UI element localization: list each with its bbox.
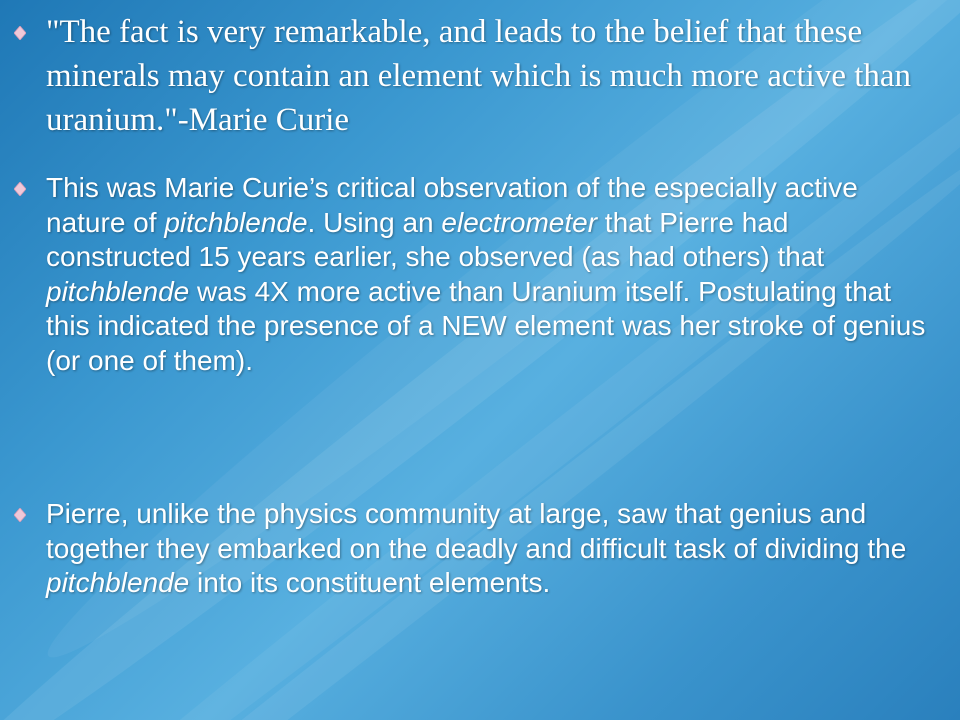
pierre-text	[46, 497, 934, 601]
emphasis-pitchblende: pitchblende	[164, 206, 308, 238]
observation-text	[46, 171, 934, 378]
bullet-pierre	[14, 497, 934, 601]
diamond-bullet-icon	[14, 26, 26, 40]
text-segment: Pierre, unlike the physics community at large, saw that genius and together they embarked on the deadly and difficult task of dividing the	[46, 498, 907, 564]
bullet-observation	[14, 171, 934, 378]
text-segment: into its constituent elements.	[189, 567, 551, 598]
quote-text: "The fact is very remarkable, and leads to the belief that these minerals may contain an element which is much more active than uranium."-Marie Curie	[46, 14, 912, 138]
emphasis-electrometer: electrometer	[441, 206, 598, 238]
emphasis-pitchblende: pitchblende	[46, 275, 190, 307]
text-segment: was 4X more active than Uranium itself. Postulating that this indicated the presence of a NEW element was her stroke of genius (or one of them).	[46, 275, 926, 376]
text-segment: that Pierre had constructed 15 years earlier, she observed (as had others) that	[46, 206, 825, 272]
emphasis-pitchblende: pitchblende	[46, 567, 190, 598]
diamond-bullet-icon	[14, 182, 26, 196]
diamond-bullet-icon	[14, 508, 26, 522]
text-segment: . Using an	[307, 206, 442, 238]
text-segment: This was Marie Curie’s critical observation of the especially active nature of	[46, 172, 858, 238]
bullet-quote	[14, 10, 934, 142]
